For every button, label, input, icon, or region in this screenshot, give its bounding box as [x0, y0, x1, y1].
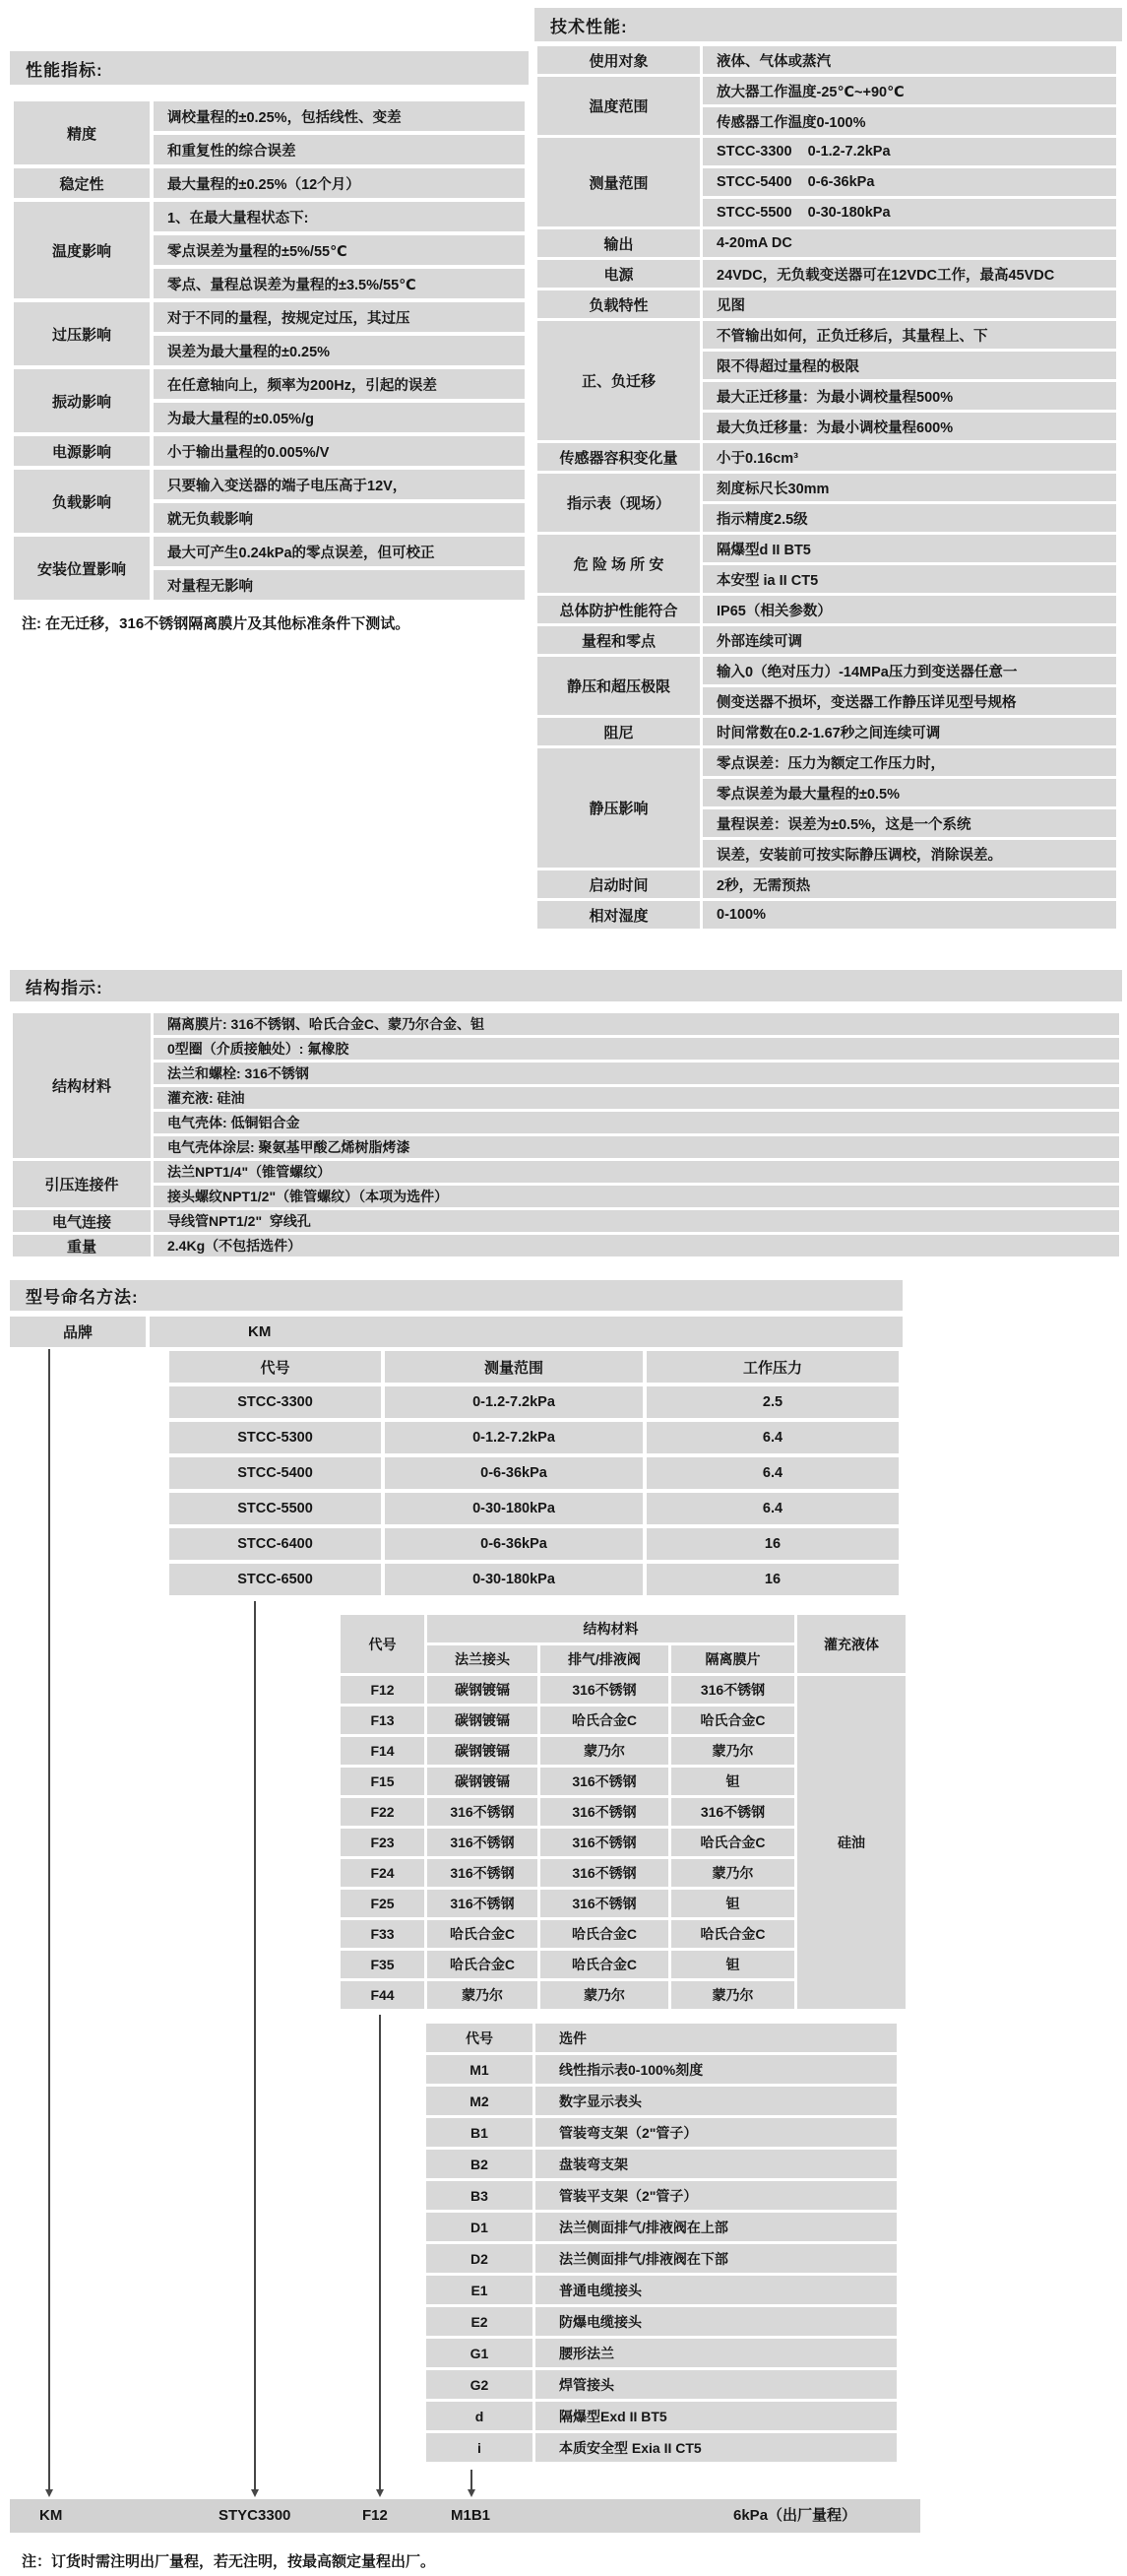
row-value: 刻度标尺长30mm — [703, 474, 1116, 501]
example-range: 6kPa（出厂量程） — [733, 2507, 857, 2524]
row-value: 最大负迁移量：为最小调校量程600% — [703, 413, 1116, 440]
option-description: 焊管接头 — [535, 2370, 897, 2399]
row-value: 对于不同的量程，按规定过压，其过压 — [154, 302, 525, 332]
option-description: 数字显示表头 — [535, 2087, 897, 2115]
material-code: F35 — [341, 1951, 424, 1978]
option-code: B1 — [426, 2118, 532, 2147]
row-value: 量程误差：误差为±0.5%，这是一个系统 — [703, 809, 1116, 837]
technical-title: 技术性能: — [550, 17, 628, 36]
model-cell: 16 — [647, 1528, 899, 1560]
connector-line-model — [254, 1601, 256, 2489]
option-code: G2 — [426, 2370, 532, 2399]
model-cell: 0-1.2-7.2kPa — [385, 1386, 643, 1418]
column-header: 法兰接头 — [427, 1645, 537, 1673]
group-header: 结构材料 — [427, 1615, 794, 1642]
material-code: F23 — [341, 1829, 424, 1856]
column-header: 排气/排液阀 — [540, 1645, 668, 1673]
row-value: STCC-3300 0-1.2-7.2kPa — [703, 138, 1116, 165]
row-value: 液体、气体或蒸汽 — [703, 46, 1116, 74]
option-code: G1 — [426, 2339, 532, 2367]
material-cell: 316不锈钢 — [671, 1676, 794, 1704]
option-description: 管装平支架（2"管子） — [535, 2181, 897, 2210]
option-code: d — [426, 2402, 532, 2430]
option-code: E2 — [426, 2307, 532, 2336]
technical-section-header — [534, 8, 1122, 41]
material-cell: 哈氏合金C — [540, 1951, 668, 1978]
material-cell: 蒙乃尔 — [671, 1981, 794, 2009]
row-value: 和重复性的综合误差 — [154, 135, 525, 164]
material-code: F33 — [341, 1920, 424, 1948]
structure-title: 结构指示: — [26, 978, 103, 998]
example-model: STYC3300 — [219, 2507, 291, 2524]
row-label: 温度范围 — [537, 77, 700, 135]
material-cell: 316不锈钢 — [540, 1829, 668, 1856]
performance-title: 性能指标: — [26, 60, 103, 80]
row-value: 调校量程的±0.25%，包括线性、变差 — [154, 101, 525, 131]
material-cell: 316不锈钢 — [540, 1859, 668, 1887]
row-label: 输出 — [537, 229, 700, 257]
row-label: 引压连接件 — [13, 1161, 151, 1207]
connector-line-brand — [48, 1349, 50, 2489]
material-cell: 哈氏合金C — [540, 1707, 668, 1734]
row-label: 电源影响 — [14, 436, 150, 466]
material-code: F15 — [341, 1768, 424, 1795]
row-value: 零点误差为量程的±5%/55℃ — [154, 235, 525, 265]
column-header: 测量范围 — [385, 1351, 643, 1383]
row-value: 2.4Kg（不包括选件） — [154, 1235, 1119, 1256]
models-table-grid — [165, 1347, 903, 1599]
material-cell: 哈氏合金C — [427, 1951, 537, 1978]
option-code: B2 — [426, 2150, 532, 2178]
row-value: 零点、量程总误差为量程的±3.5%/55℃ — [154, 269, 525, 298]
performance-table — [10, 97, 529, 604]
material-code: F12 — [341, 1676, 424, 1704]
model-cell: STCC-5300 — [169, 1422, 381, 1453]
row-value: 小于0.16cm³ — [703, 443, 1116, 471]
options-table — [423, 2021, 900, 2465]
row-value: 传感器工作温度0-100% — [703, 107, 1116, 135]
example-flange: F12 — [362, 2507, 388, 2524]
material-code: F13 — [341, 1707, 424, 1734]
row-label: 过压影响 — [14, 302, 150, 365]
row-value: 零点误差为最大量程的±0.5% — [703, 779, 1116, 806]
technical-table — [534, 43, 1119, 932]
row-value: 为最大量程的±0.05%/g — [154, 403, 525, 432]
row-value: 误差为最大量程的±0.25% — [154, 336, 525, 365]
row-value: 最大正迁移量：为最小调校量程500% — [703, 382, 1116, 410]
row-value: 接头螺纹NPT1/2"（锥管螺纹）（本项为选件） — [154, 1186, 1119, 1207]
row-label: 相对湿度 — [537, 901, 700, 929]
column-header: 代号 — [169, 1351, 381, 1383]
column-header: 工作压力 — [647, 1351, 899, 1383]
row-value: 电气壳体: 低铜铝合金 — [154, 1112, 1119, 1133]
material-cell: 碳钢镀镉 — [427, 1707, 537, 1734]
material-cell: 哈氏合金C — [671, 1920, 794, 1948]
row-value: 输入0（绝对压力）-14MPa压力到变送器任意一 — [703, 657, 1116, 684]
model-cell: STCC-5400 — [169, 1457, 381, 1489]
row-value: 0型圈（介质接触处）: 氟橡胶 — [154, 1038, 1119, 1060]
material-cell: 316不锈钢 — [427, 1829, 537, 1856]
row-value: 零点误差：压力为额定工作压力时， — [703, 748, 1116, 776]
option-description: 普通电缆接头 — [535, 2276, 897, 2304]
material-cell: 316不锈钢 — [540, 1768, 668, 1795]
row-value: 见图 — [703, 290, 1116, 318]
row-label: 测量范围 — [537, 138, 700, 226]
row-value: IP65（相关参数） — [703, 596, 1116, 623]
column-header: 灌充液体 — [797, 1615, 906, 1673]
row-label: 总体防护性能符合 — [537, 596, 700, 623]
material-cell: 碳钢镀镉 — [427, 1737, 537, 1765]
material-cell: 316不锈钢 — [427, 1798, 537, 1826]
material-cell: 316不锈钢 — [540, 1676, 668, 1704]
row-label: 结构材料 — [13, 1013, 151, 1158]
material-cell: 钽 — [671, 1890, 794, 1917]
model-cell: STCC-5500 — [169, 1493, 381, 1524]
material-cell: 316不锈钢 — [671, 1798, 794, 1826]
row-value: 最大可产生0.24kPa的零点误差，但可校正 — [154, 537, 525, 566]
material-cell: 蒙乃尔 — [427, 1981, 537, 2009]
row-label: 温度影响 — [14, 202, 150, 298]
structure-table — [10, 1010, 1122, 1259]
material-code: F14 — [341, 1737, 424, 1765]
model-cell: 6.4 — [647, 1422, 899, 1453]
row-value: 外部连续可调 — [703, 626, 1116, 654]
option-description: 隔爆型Exd II BT5 — [535, 2402, 897, 2430]
performance-note: 注: 在无迁移，316不锈钢隔离膜片及其他标准条件下测试。 — [22, 615, 410, 632]
row-value: 指示精度2.5级 — [703, 504, 1116, 532]
row-value: 不管输出如何，正负迁移后，其量程上、下 — [703, 321, 1116, 349]
row-value: 灌充液: 硅油 — [154, 1087, 1119, 1109]
row-label: 电源 — [537, 260, 700, 288]
row-value: 放大器工作温度-25℃~+90℃ — [703, 77, 1116, 104]
row-value: 时间常数在0.2-1.67秒之间连续可调 — [703, 718, 1116, 745]
performance-table-grid — [10, 97, 529, 604]
model-cell: 6.4 — [647, 1493, 899, 1524]
option-description: 盘装弯支架 — [535, 2150, 897, 2178]
row-label: 指示表（现场） — [537, 474, 700, 532]
material-code: F44 — [341, 1981, 424, 2009]
material-cell: 蒙乃尔 — [671, 1737, 794, 1765]
option-description: 本质安全型 Exia II CT5 — [535, 2433, 897, 2462]
row-value: 本安型 ia II CT5 — [703, 565, 1116, 593]
row-value: 小于输出量程的0.005%/V — [154, 436, 525, 466]
option-description: 法兰侧面排气/排液阀在下部 — [535, 2244, 897, 2273]
materials-table — [338, 1612, 908, 2012]
option-description: 法兰侧面排气/排液阀在上部 — [535, 2213, 897, 2241]
material-cell: 316不锈钢 — [427, 1859, 537, 1887]
column-header: 选件 — [535, 2024, 897, 2052]
material-cell: 316不锈钢 — [540, 1798, 668, 1826]
row-label: 重量 — [13, 1235, 151, 1256]
model-cell: 2.5 — [647, 1386, 899, 1418]
column-header: 代号 — [341, 1615, 424, 1673]
row-value: 隔离膜片: 316不锈钢、哈氏合金C、蒙乃尔合金、钽 — [154, 1013, 1119, 1035]
option-code: D2 — [426, 2244, 532, 2273]
option-code: E1 — [426, 2276, 532, 2304]
material-code: F24 — [341, 1859, 424, 1887]
row-label: 阻尼 — [537, 718, 700, 745]
row-value: 24VDC，无负载变送器可在12VDC工作，最高45VDC — [703, 260, 1116, 288]
material-cell: 哈氏合金C — [540, 1920, 668, 1948]
row-label: 静压和超压极限 — [537, 657, 700, 715]
naming-title: 型号命名方法: — [26, 1288, 139, 1307]
row-value: 0-100% — [703, 901, 1116, 929]
row-label: 启动时间 — [537, 870, 700, 898]
material-cell: 316不锈钢 — [427, 1890, 537, 1917]
row-label: 振动影响 — [14, 369, 150, 432]
model-cell: 0-30-180kPa — [385, 1564, 643, 1595]
model-cell: 0-6-36kPa — [385, 1528, 643, 1560]
model-cell: 0-1.2-7.2kPa — [385, 1422, 643, 1453]
model-cell: 16 — [647, 1564, 899, 1595]
column-header: 隔离膜片 — [671, 1645, 794, 1673]
row-value: 电气壳体涂层: 聚氨基甲酸乙烯树脂烤漆 — [154, 1136, 1119, 1158]
row-value: 4-20mA DC — [703, 229, 1116, 257]
row-value: STCC-5400 0-6-36kPa — [703, 168, 1116, 196]
row-label: 负载特性 — [537, 290, 700, 318]
option-description: 线性指示表0-100%刻度 — [535, 2055, 897, 2084]
material-cell: 碳钢镀镉 — [427, 1676, 537, 1704]
row-value: 侧变送器不损坏，变送器工作静压详见型号规格 — [703, 687, 1116, 715]
fill-liquid-cell: 硅油 — [797, 1676, 906, 2009]
material-cell: 钽 — [671, 1768, 794, 1795]
row-value: 只要输入变送器的端子电压高于12V， — [154, 470, 525, 499]
row-label: 安装位置影响 — [14, 537, 150, 600]
row-label: 量程和零点 — [537, 626, 700, 654]
option-description: 管装弯支架（2"管子） — [535, 2118, 897, 2147]
model-cell: 0-30-180kPa — [385, 1493, 643, 1524]
row-label: 负载影响 — [14, 470, 150, 533]
material-cell: 碳钢镀镉 — [427, 1768, 537, 1795]
row-value: 导线管NPT1/2" 穿线孔 — [154, 1210, 1119, 1232]
row-label: 静压影响 — [537, 748, 700, 868]
performance-section-header — [10, 51, 529, 85]
material-cell: 哈氏合金C — [427, 1920, 537, 1948]
row-label: 危 险 场 所 安 — [537, 535, 700, 593]
technical-table-grid — [534, 43, 1119, 932]
row-label: 正、负迁移 — [537, 321, 700, 440]
material-cell: 哈氏合金C — [671, 1707, 794, 1734]
connector-line-option — [470, 2470, 472, 2489]
brand-value: KM — [150, 1317, 903, 1347]
brand-label: 品牌 — [10, 1317, 146, 1347]
ordering-note: 注：订货时需注明出厂量程，若无注明，按最高额定量程出厂。 — [22, 2553, 436, 2570]
option-code: M1 — [426, 2055, 532, 2084]
row-value: 1、在最大量程状态下: — [154, 202, 525, 231]
column-header: 代号 — [426, 2024, 532, 2052]
option-description: 防爆电缆接头 — [535, 2307, 897, 2336]
row-label: 电气连接 — [13, 1210, 151, 1232]
row-label: 传感器容积变化量 — [537, 443, 700, 471]
option-code: i — [426, 2433, 532, 2462]
model-cell: STCC-6500 — [169, 1564, 381, 1595]
connector-line-material — [379, 2015, 381, 2489]
material-cell: 蒙乃尔 — [540, 1981, 668, 2009]
material-cell: 蒙乃尔 — [540, 1737, 668, 1765]
option-code: M2 — [426, 2087, 532, 2115]
row-value: 在任意轴向上，频率为200Hz，引起的误差 — [154, 369, 525, 399]
row-value: 法兰和螺栓: 316不锈钢 — [154, 1063, 1119, 1084]
material-cell: 蒙乃尔 — [671, 1859, 794, 1887]
example-order-bar — [10, 2499, 920, 2533]
model-cell: STCC-3300 — [169, 1386, 381, 1418]
material-cell: 哈氏合金C — [671, 1829, 794, 1856]
model-cell: STCC-6400 — [169, 1528, 381, 1560]
row-value: 限不得超过量程的极限 — [703, 352, 1116, 379]
material-code: F22 — [341, 1798, 424, 1826]
materials-table-grid — [338, 1612, 908, 2012]
row-value: 就无负载影响 — [154, 503, 525, 533]
row-value: 对量程无影响 — [154, 570, 525, 600]
row-value: 隔爆型d II BT5 — [703, 535, 1116, 562]
row-label: 精度 — [14, 101, 150, 164]
row-value: 法兰NPT1/4"（锥管螺纹） — [154, 1161, 1119, 1183]
option-description: 腰形法兰 — [535, 2339, 897, 2367]
material-cell: 钽 — [671, 1951, 794, 1978]
row-value: 误差，安装前可按实际静压调校，消除误差。 — [703, 840, 1116, 868]
example-brand: KM — [39, 2507, 63, 2524]
options-table-grid — [423, 2021, 900, 2465]
row-value: 2秒，无需预热 — [703, 870, 1116, 898]
structure-section-header — [10, 970, 1122, 1001]
models-table — [165, 1347, 903, 1599]
option-code: B3 — [426, 2181, 532, 2210]
material-cell: 316不锈钢 — [540, 1890, 668, 1917]
option-code: D1 — [426, 2213, 532, 2241]
model-cell: 6.4 — [647, 1457, 899, 1489]
structure-table-grid — [10, 1010, 1122, 1259]
row-value: 最大量程的±0.25%（12个月） — [154, 168, 525, 198]
naming-section-header — [10, 1280, 903, 1311]
row-value: STCC-5500 0-30-180kPa — [703, 199, 1116, 226]
model-cell: 0-6-36kPa — [385, 1457, 643, 1489]
row-label: 稳定性 — [14, 168, 150, 198]
example-options: M1B1 — [451, 2507, 491, 2524]
material-code: F25 — [341, 1890, 424, 1917]
row-label: 使用对象 — [537, 46, 700, 74]
